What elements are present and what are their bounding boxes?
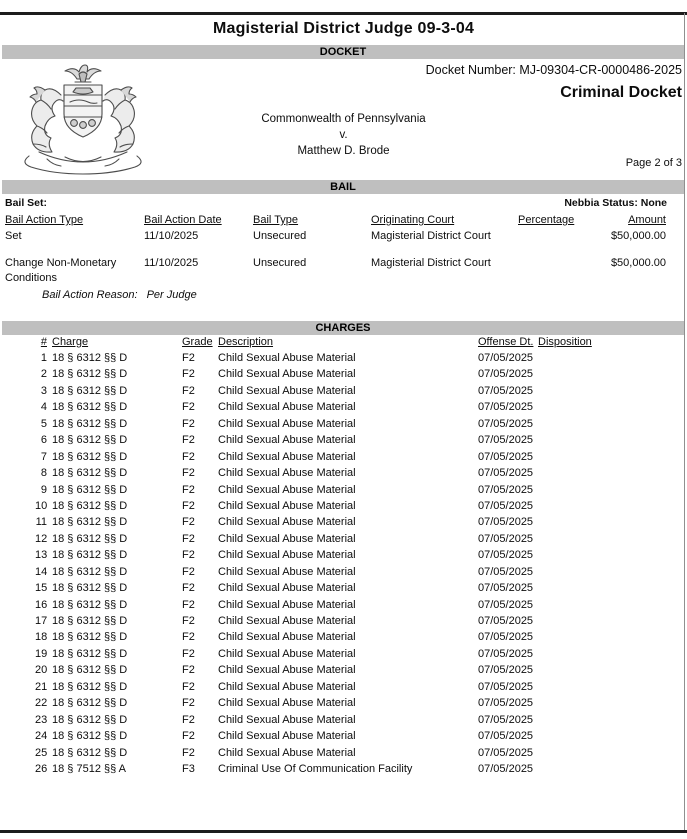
charge-disposition — [538, 465, 677, 481]
charge-description: Child Sexual Abuse Material — [218, 450, 356, 463]
charge-number: 13 — [35, 549, 48, 562]
charge-number: 14 — [35, 565, 48, 578]
charge-statute: 18 § 6312 §§ D — [52, 532, 128, 545]
bail-action-reason-label: Bail Action Reason: — [42, 289, 138, 301]
charge-row — [0, 416, 687, 432]
bail-originating-court: Magisterial District Court — [371, 257, 491, 269]
charge-description: Child Sexual Abuse Material — [218, 746, 356, 759]
charge-offense-date: 07/05/2025 — [478, 697, 534, 710]
charge-description: Criminal Use Of Communication Facility — [218, 762, 413, 775]
charge-grade: F2 — [182, 434, 195, 447]
charge-description: Child Sexual Abuse Material — [218, 664, 356, 677]
charge-statute: 18 § 7512 §§ A — [52, 762, 127, 775]
bail-action-reason — [42, 289, 197, 301]
charge-description: Child Sexual Abuse Material — [218, 467, 356, 480]
charge-grade: F2 — [182, 499, 195, 512]
charge-row — [0, 613, 687, 629]
charge-grade: F2 — [182, 401, 195, 414]
charge-row — [0, 498, 687, 514]
charge-number: 20 — [35, 664, 48, 677]
charge-row — [0, 449, 687, 465]
bail-amount: $50,000.00 — [610, 230, 666, 242]
charge-disposition — [538, 728, 677, 744]
charge-row — [0, 482, 687, 498]
charge-offense-date: 07/05/2025 — [478, 762, 534, 775]
charge-grade: F2 — [182, 549, 195, 562]
charge-statute: 18 § 6312 §§ D — [52, 647, 128, 660]
charge-offense-date: 07/05/2025 — [478, 631, 534, 644]
charge-offense-date: 07/05/2025 — [478, 713, 534, 726]
bottom-rule — [0, 830, 687, 833]
charge-disposition — [538, 366, 677, 382]
charges-section-header: CHARGES — [2, 321, 684, 335]
charge-statute: 18 § 6312 §§ D — [52, 467, 128, 480]
charge-statute: 18 § 6312 §§ D — [52, 746, 128, 759]
charge-number: 6 — [40, 434, 47, 447]
charge-disposition — [538, 383, 677, 399]
charge-description: Child Sexual Abuse Material — [218, 631, 356, 644]
charge-statute: 18 § 6312 §§ D — [52, 730, 128, 743]
bail-col-amount: Amount — [628, 214, 666, 226]
charge-grade: F2 — [182, 647, 195, 660]
charge-disposition — [538, 482, 677, 498]
charge-statute: 18 § 6312 §§ D — [52, 664, 128, 677]
charge-row — [0, 728, 687, 744]
charge-number: 3 — [40, 384, 47, 397]
case-caption — [0, 111, 687, 159]
charge-row — [0, 514, 687, 530]
charge-grade: F2 — [182, 532, 195, 545]
charge-offense-date: 07/05/2025 — [478, 582, 534, 595]
charge-statute: 18 § 6312 §§ D — [52, 368, 128, 381]
charge-row — [0, 547, 687, 563]
charge-offense-date: 07/05/2025 — [478, 467, 534, 480]
charge-number: 18 — [35, 631, 48, 644]
charge-row — [0, 695, 687, 711]
charge-disposition — [538, 597, 677, 613]
charge-statute: 18 § 6312 §§ D — [52, 352, 128, 364]
charge-description: Child Sexual Abuse Material — [218, 368, 356, 381]
charge-row — [0, 761, 687, 777]
bail-section-header: BAIL — [2, 180, 684, 194]
charge-grade: F2 — [182, 664, 195, 677]
charge-number: 2 — [40, 368, 47, 381]
docket-number-label: Docket Number: — [425, 63, 516, 77]
charge-number: 4 — [40, 401, 47, 414]
party-defendant: Matthew D. Brode — [297, 145, 390, 157]
charge-grade: F3 — [182, 762, 195, 775]
charge-row — [0, 383, 687, 399]
charge-row — [0, 646, 687, 662]
bail-type: Unsecured — [253, 230, 307, 242]
charge-disposition — [538, 350, 677, 366]
charge-offense-date: 07/05/2025 — [478, 664, 534, 677]
bail-table-header — [0, 214, 687, 227]
charge-number: 15 — [35, 582, 48, 595]
bail-type: Unsecured — [253, 257, 307, 269]
charge-offense-date: 07/05/2025 — [478, 680, 534, 693]
charge-number: 1 — [40, 352, 47, 364]
docket-section-header: DOCKET — [2, 45, 684, 59]
charge-offense-date: 07/05/2025 — [478, 549, 534, 562]
charge-statute: 18 § 6312 §§ D — [52, 615, 128, 627]
charge-disposition — [538, 613, 677, 629]
charge-grade: F2 — [182, 352, 195, 364]
charge-disposition — [538, 514, 677, 530]
charge-statute: 18 § 6312 §§ D — [52, 516, 128, 529]
bail-amount: $50,000.00 — [610, 257, 666, 269]
charge-number: 8 — [40, 467, 47, 480]
charge-offense-date: 07/05/2025 — [478, 746, 534, 759]
charge-description: Child Sexual Abuse Material — [218, 647, 356, 660]
charge-description: Child Sexual Abuse Material — [218, 417, 356, 430]
charge-grade: F2 — [182, 631, 195, 644]
charge-offense-date: 07/05/2025 — [478, 417, 534, 430]
bail-col-originating-court: Originating Court — [371, 214, 455, 226]
charge-number: 24 — [35, 730, 48, 743]
bail-action-reason-value: Per Judge — [146, 289, 197, 301]
charge-row — [0, 399, 687, 415]
charge-grade: F2 — [182, 516, 195, 529]
charge-statute: 18 § 6312 §§ D — [52, 483, 128, 496]
charge-row — [0, 745, 687, 761]
charge-description: Child Sexual Abuse Material — [218, 680, 356, 693]
docket-number-value: MJ-09304-CR-0000486-2025 — [519, 63, 682, 77]
charges-col-num: # — [40, 336, 47, 348]
charge-number: 25 — [35, 746, 48, 759]
charge-statute: 18 § 6312 §§ D — [52, 401, 128, 414]
charge-description: Child Sexual Abuse Material — [218, 598, 356, 611]
charge-statute: 18 § 6312 §§ D — [52, 680, 128, 693]
bail-meta-row — [5, 197, 667, 209]
charge-statute: 18 § 6312 §§ D — [52, 598, 128, 611]
charge-offense-date: 07/05/2025 — [478, 516, 534, 529]
charge-grade: F2 — [182, 384, 195, 397]
charge-disposition — [538, 679, 677, 695]
charge-description: Child Sexual Abuse Material — [218, 549, 356, 562]
charge-number: 23 — [35, 713, 48, 726]
charge-statute: 18 § 6312 §§ D — [52, 417, 128, 430]
bail-action-date: 11/10/2025 — [144, 257, 199, 269]
charge-description: Child Sexual Abuse Material — [218, 384, 356, 397]
charge-number: 7 — [40, 450, 47, 463]
bail-set-label: Bail Set: — [5, 197, 48, 209]
bail-col-percentage: Percentage — [518, 214, 575, 226]
charge-row — [0, 662, 687, 678]
charge-number: 21 — [35, 680, 48, 693]
charge-number: 11 — [35, 516, 47, 529]
charge-statute: 18 § 6312 §§ D — [52, 582, 128, 595]
charge-disposition — [538, 580, 677, 596]
charge-disposition — [538, 498, 677, 514]
bail-col-action-date: Bail Action Date — [144, 214, 222, 226]
bail-percentage — [518, 229, 575, 244]
charge-grade: F2 — [182, 368, 195, 381]
charge-number: 17 — [35, 615, 48, 627]
docket-number — [426, 63, 682, 77]
bail-percentage — [518, 256, 575, 286]
charge-disposition — [538, 662, 677, 678]
charge-offense-date: 07/05/2025 — [478, 368, 534, 381]
charge-disposition — [538, 547, 677, 563]
page-indicator: Page 2 of 3 — [625, 157, 682, 169]
charge-statute: 18 § 6312 §§ D — [52, 631, 128, 644]
charge-grade: F2 — [182, 615, 195, 627]
charge-offense-date: 07/05/2025 — [478, 598, 534, 611]
charge-offense-date: 07/05/2025 — [478, 401, 534, 414]
charge-row — [0, 564, 687, 580]
charge-offense-date: 07/05/2025 — [478, 483, 534, 496]
charge-row — [0, 712, 687, 728]
charges-col-offense-dt: Offense Dt. — [478, 336, 534, 348]
versus: v. — [339, 129, 348, 141]
charge-grade: F2 — [182, 582, 195, 595]
charge-disposition — [538, 695, 677, 711]
bail-originating-court: Magisterial District Court — [371, 230, 491, 242]
charge-statute: 18 § 6312 §§ D — [52, 434, 128, 447]
charge-disposition — [538, 399, 677, 415]
charge-description: Child Sexual Abuse Material — [218, 730, 356, 743]
charge-statute: 18 § 6312 §§ D — [52, 450, 128, 463]
charges-col-grade: Grade — [182, 336, 213, 348]
top-rule — [0, 12, 687, 15]
charge-grade: F2 — [182, 713, 195, 726]
bail-col-bail-type: Bail Type — [253, 214, 299, 226]
charge-row — [0, 350, 687, 366]
bail-col-action-type: Bail Action Type — [5, 214, 84, 226]
charge-disposition — [538, 531, 677, 547]
charge-statute: 18 § 6312 §§ D — [52, 549, 128, 562]
charge-disposition — [538, 449, 677, 465]
charge-description: Child Sexual Abuse Material — [218, 352, 356, 364]
charge-disposition — [538, 564, 677, 580]
charge-offense-date: 07/05/2025 — [478, 450, 534, 463]
charge-statute: 18 § 6312 §§ D — [52, 697, 128, 710]
charge-number: 16 — [35, 598, 48, 611]
charge-grade: F2 — [182, 697, 195, 710]
charge-disposition — [538, 432, 677, 448]
docket-type: Criminal Docket — [560, 84, 682, 101]
charge-disposition — [538, 416, 677, 432]
charge-description: Child Sexual Abuse Material — [218, 713, 356, 726]
bail-action-type: Set — [5, 230, 22, 242]
charge-offense-date: 07/05/2025 — [478, 730, 534, 743]
charge-number: 5 — [40, 417, 47, 430]
page-title: Magisterial District Judge 09-3-04 — [212, 20, 475, 37]
charge-offense-date: 07/05/2025 — [478, 647, 534, 660]
party-plaintiff: Commonwealth of Pennsylvania — [261, 113, 426, 125]
charge-number: 9 — [40, 483, 47, 496]
charge-row — [0, 366, 687, 382]
charge-number: 12 — [35, 532, 48, 545]
charge-offense-date: 07/05/2025 — [478, 434, 534, 447]
charge-row — [0, 629, 687, 645]
charge-grade: F2 — [182, 598, 195, 611]
charges-col-charge: Charge — [52, 336, 89, 348]
charge-description: Child Sexual Abuse Material — [218, 532, 356, 545]
charge-grade: F2 — [182, 467, 195, 480]
charge-number: 26 — [35, 762, 48, 775]
charge-grade: F2 — [182, 417, 195, 430]
charge-description: Child Sexual Abuse Material — [218, 615, 356, 627]
charge-offense-date: 07/05/2025 — [478, 499, 534, 512]
charge-grade: F2 — [182, 450, 195, 463]
charge-row — [0, 679, 687, 695]
charge-description: Child Sexual Abuse Material — [218, 499, 356, 512]
charge-offense-date: 07/05/2025 — [478, 615, 534, 627]
charges-col-description: Description — [218, 336, 274, 348]
bail-action-type: Change Non-Monetary Conditions — [5, 257, 117, 284]
bail-table-row — [0, 229, 687, 244]
charge-statute: 18 § 6312 §§ D — [52, 713, 128, 726]
charge-row — [0, 465, 687, 481]
charge-description: Child Sexual Abuse Material — [218, 697, 356, 710]
nebbia-status: Nebbia Status: None — [564, 197, 667, 209]
charge-description: Child Sexual Abuse Material — [218, 516, 356, 529]
charge-offense-date: 07/05/2025 — [478, 384, 534, 397]
charge-grade: F2 — [182, 730, 195, 743]
charge-number: 19 — [35, 647, 48, 660]
charge-description: Child Sexual Abuse Material — [218, 565, 356, 578]
bail-action-date: 11/10/2025 — [144, 230, 199, 242]
charge-offense-date: 07/05/2025 — [478, 532, 534, 545]
charges-col-disposition: Disposition — [538, 336, 592, 348]
charge-disposition — [538, 712, 677, 728]
charge-description: Child Sexual Abuse Material — [218, 401, 356, 414]
bail-table-body — [0, 229, 687, 298]
charge-number: 10 — [35, 499, 48, 512]
charge-offense-date: 07/05/2025 — [478, 565, 534, 578]
charge-grade: F2 — [182, 746, 195, 759]
charge-grade: F2 — [182, 483, 195, 496]
charges-table-header — [0, 336, 687, 349]
charge-row — [0, 580, 687, 596]
charge-description: Child Sexual Abuse Material — [218, 434, 356, 447]
charge-disposition — [538, 629, 677, 645]
charge-disposition — [538, 646, 677, 662]
charge-statute: 18 § 6312 §§ D — [52, 384, 128, 397]
charge-offense-date: 07/05/2025 — [478, 352, 534, 364]
charge-disposition — [538, 745, 677, 761]
bail-table-row — [0, 256, 687, 286]
charge-number: 22 — [35, 697, 48, 710]
charge-disposition — [538, 761, 677, 777]
charge-description: Child Sexual Abuse Material — [218, 483, 356, 496]
charge-grade: F2 — [182, 565, 195, 578]
charge-row — [0, 597, 687, 613]
charges-table-body — [0, 350, 687, 777]
charge-statute: 18 § 6312 §§ D — [52, 565, 128, 578]
charge-row — [0, 531, 687, 547]
charge-statute: 18 § 6312 §§ D — [52, 499, 128, 512]
charge-description: Child Sexual Abuse Material — [218, 582, 356, 595]
charge-grade: F2 — [182, 680, 195, 693]
charge-row — [0, 432, 687, 448]
